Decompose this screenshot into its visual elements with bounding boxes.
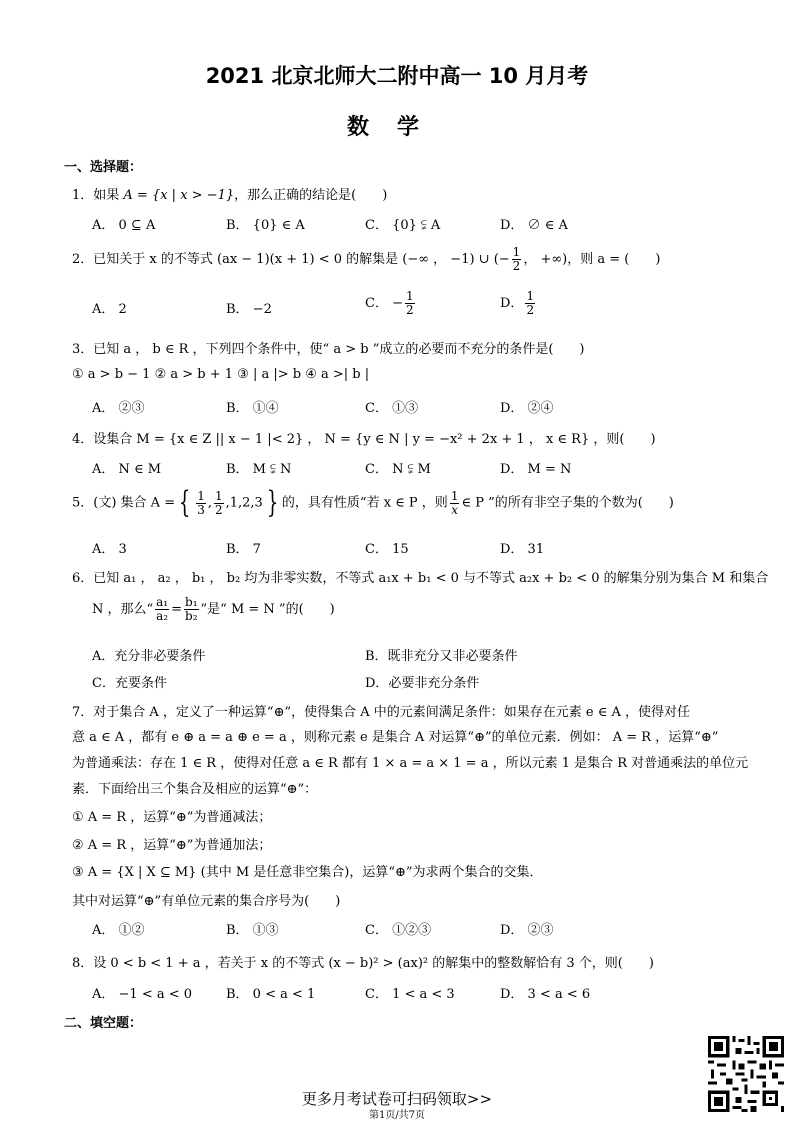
question-8-option-d: D． 3 < a < 6 xyxy=(500,987,591,1002)
question-5-option-b: B． 7 xyxy=(226,542,261,557)
question-5-option-c: C． 15 xyxy=(365,542,409,557)
fraction: $\frac{1}{2}$ xyxy=(512,245,521,273)
question-7-line-1: 7．对于集合 A ，定义了一种运算“⊕”，使得集合 A 中的元素间满足条件：如果存在元素 e ∈ A ，使得对任 xyxy=(72,705,690,720)
subject-title: 数学 xyxy=(346,115,447,140)
page-number: 第1页/共7页 xyxy=(368,1110,426,1121)
question-6-option-a: A．充分非必要条件 xyxy=(92,649,206,664)
question-8-stem: 8．设 0 < b < 1 + a ，若关于 x 的不等式 (x − b)² > (ax)² 的解集中的整数解恰有 3 个，则( ) xyxy=(72,956,654,971)
question-1-option-b: B． {0} ∈ A xyxy=(226,218,305,233)
question-6-option-c: C．充要条件 xyxy=(92,676,167,691)
section-heading-choice: 一、选择题： xyxy=(64,160,143,175)
question-6-stem-line-2: N ，那么“ $\frac{\text{a₁}}{\text{a₂}}$ = $\frac{\text{b₁}}{\text{b₂}}$ ”是“ M = N ”的( ) xyxy=(92,595,335,623)
question-2-option-a: A． 2 xyxy=(92,302,127,317)
question-7-line-7: ③ A = {X | X ⊆ M} (其中 M 是任意非空集合)，运算“⊕”为求两个集合的交集． xyxy=(72,865,543,880)
question-8-option-a: A． −1 < a < 0 xyxy=(92,987,193,1002)
question-7-line-5: ① A = R ，运算“⊕”为普通减法； xyxy=(72,810,272,825)
question-7-option-c: C． ①②③ xyxy=(365,923,432,938)
question-7-option-a: A． ①② xyxy=(92,923,145,938)
question-4-option-c: C． N ⫋ M xyxy=(365,462,431,477)
question-3-conditions: ① a > b − 1 ② a > b + 1 ③ | a |> b ④ a >| b | xyxy=(72,367,370,382)
question-6-stem-line-1: 6．已知 a₁ ， a₂ ， b₁ ， b₂ 均为非零实数，不等式 a₁x + b₁ < 0 与不等式 a₂x + b₂ < 0 的解集分别为集合 M 和集合 xyxy=(72,571,769,586)
question-1-option-d: D． ∅ ∈ A xyxy=(500,218,568,233)
question-3-option-c: C． ①③ xyxy=(365,401,419,416)
question-4-stem: 4．设集合 M = {x ∈ Z || x − 1 |< 2} ， N = {y ∈ N | y = −x² + 2x + 1 ， x ∈ R} ，则( ) xyxy=(72,432,656,447)
question-1-stem: 1．如果 A = {x | x > −1}，那么正确的结论是( ) xyxy=(72,188,388,203)
question-7-line-8: 其中对运算“⊕”有单位元素的集合序号为( ) xyxy=(72,894,341,909)
question-7-option-b: B． ①③ xyxy=(226,923,279,938)
question-2-option-d: D． $\frac{1}{2}$ xyxy=(500,289,535,317)
question-6-option-d: D．必要非充分条件 xyxy=(365,676,480,691)
question-7-line-4: 素．下面给出三个集合及相应的运算“⊕”： xyxy=(72,782,318,797)
page-title: 2021 北京北师大二附中高一 10 月月考 xyxy=(205,64,589,88)
question-7-line-6: ② A = R ，运算“⊕”为普通加法； xyxy=(72,838,272,853)
question-4-option-d: D． M = N xyxy=(500,462,572,477)
question-8-option-b: B． 0 < a < 1 xyxy=(226,987,316,1002)
question-1-option-c: C． {0} ⫋ A xyxy=(365,218,441,233)
question-5-option-d: D． 31 xyxy=(500,542,545,557)
question-3-option-a: A． ②③ xyxy=(92,401,145,416)
question-2-stem: 2．已知关于 x 的不等式 (ax − 1)(x + 1) < 0 的解集是 (−∞ ， −1) ∪ (− $\frac{1}{2}$ ， +∞)，则 a = ( ) xyxy=(72,245,661,273)
question-4-option-a: A． N ∈ M xyxy=(92,462,162,477)
question-2-option-c: C． − $\frac{1}{2}$ xyxy=(365,289,414,317)
question-5-stem: 5．(文) 集合 A = { $\frac{1}{3}$ , $\frac{1}{2}$ ,1,2,3 } 的，具有性质“若 x ∈ P ，则 $\frac{1}{x}$ ∈ P ”的所有非空子集的个数为( ) xyxy=(72,485,674,520)
footer-promo-link[interactable]: 更多月考试卷可扫码领取>> xyxy=(301,1090,493,1108)
question-7-option-d: D． ②③ xyxy=(500,923,554,938)
question-3-option-b: B． ①④ xyxy=(226,401,279,416)
question-7-line-3: 为普通乘法：存在 1 ∈ R ，使得对任意 a ∈ R 都有 1 × a = a × 1 = a ，所以元素 1 是集合 R 对普通乘法的单位元 xyxy=(72,756,749,771)
question-8-option-c: C． 1 < a < 3 xyxy=(365,987,455,1002)
section-heading-fill: 二、填空题： xyxy=(64,1016,143,1031)
question-7-line-2: 意 a ∈ A ，都有 e ⊕ a = a ⊕ e = a ，则称元素 e 是集合 A 对运算“⊕”的单位元素．例如： A = R ，运算“⊕” xyxy=(72,730,719,745)
question-6-option-b: B．既非充分又非必要条件 xyxy=(365,649,518,664)
question-2-option-b: B． −2 xyxy=(226,302,272,317)
question-3-stem: 3．已知 a ， b ∈ R ，下列四个条件中，使“ a > b ”成立的必要而不充分的条件是( ) xyxy=(72,342,585,357)
question-3-option-d: D． ②④ xyxy=(500,401,554,416)
question-1-option-a: A． 0 ⊆ A xyxy=(92,218,156,233)
question-5-option-a: A． 3 xyxy=(92,542,127,557)
question-4-option-b: B． M ⫋ N xyxy=(226,462,292,477)
